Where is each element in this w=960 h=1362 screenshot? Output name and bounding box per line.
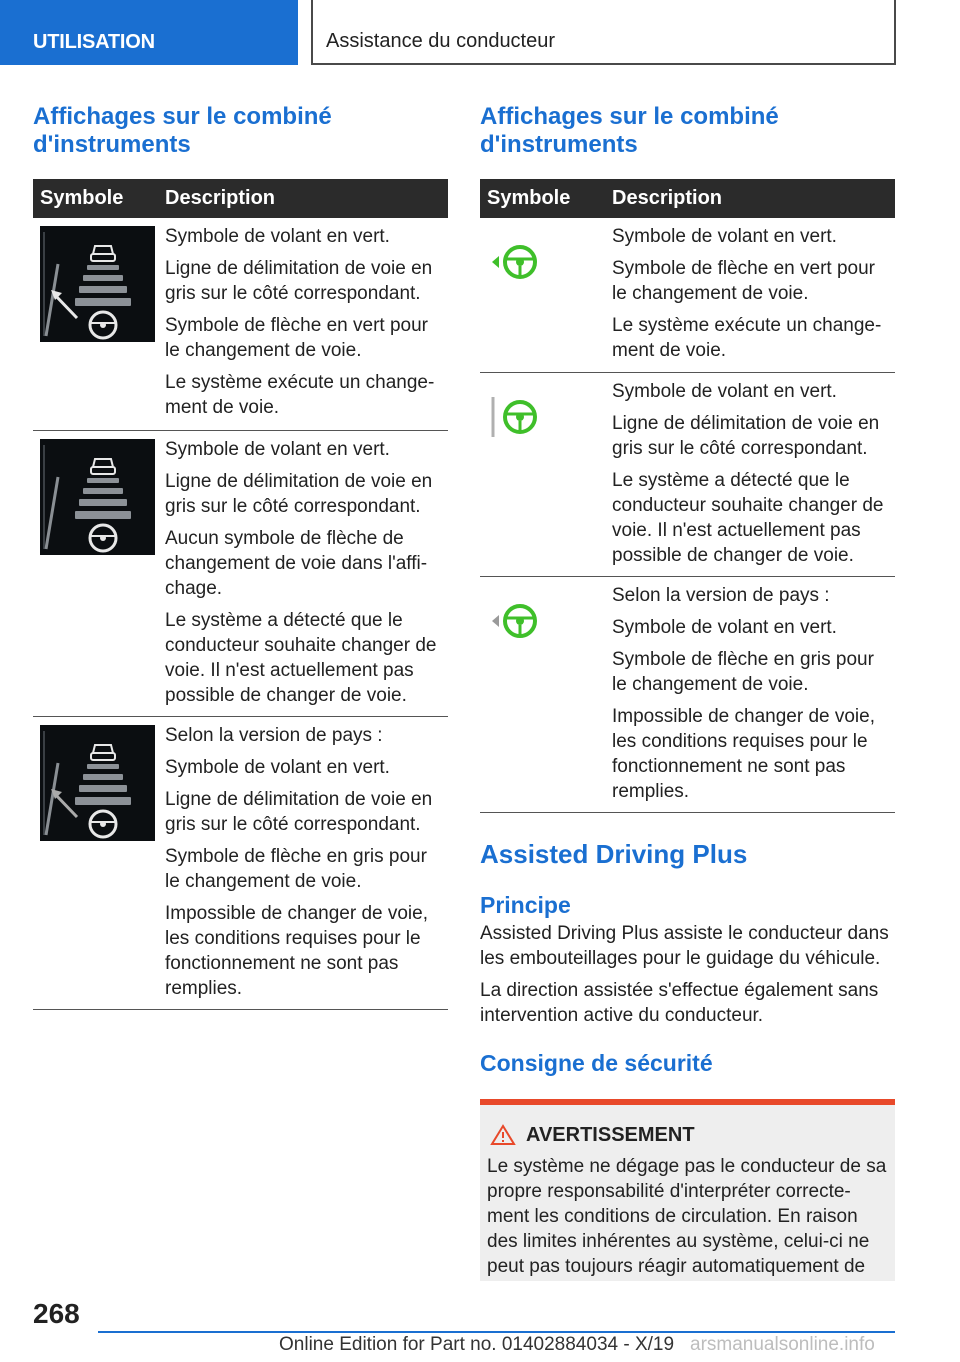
lane-change-arrow-grey-icon: [40, 725, 155, 841]
description-line: Ligne de délimitation de voie en gris sur le côté correspondant.: [165, 470, 433, 517]
table-row: [33, 218, 448, 430]
table-row: [480, 576, 895, 812]
principe-heading: Principe: [480, 891, 571, 918]
description-line: Ligne de délimitation de voie en gris sur le côté correspondant.: [165, 258, 433, 304]
symbol-table: [480, 179, 895, 813]
description-cell: [604, 576, 895, 812]
warning-triangle-icon: [490, 1124, 516, 1146]
symbol-table: [33, 179, 448, 1010]
table-row: [33, 430, 448, 716]
table-row: [33, 716, 448, 1009]
watermark-text: arsmanualsonline.info: [690, 1334, 875, 1355]
left-column: [33, 100, 448, 1010]
right-column: [480, 100, 895, 1281]
description-line: Symbole de volant en vert.: [165, 438, 390, 460]
lane-change-arrow-green-icon: [40, 226, 155, 342]
section-heading: Affichages sur le combiné d'instruments: [480, 103, 779, 158]
description-cell: [604, 218, 895, 372]
consigne-heading: Consigne de sécurité: [480, 1049, 713, 1076]
steering-wheel-lane-line-icon: [487, 387, 547, 447]
description-line: Impossible de changer de voie, les conditions requises pour le fonctionnement ne sont pas remplies.: [165, 902, 428, 999]
description-line: Aucun symbole de flèche de changement de voie dans l'affi-chage.: [165, 527, 428, 599]
page-number: 268: [33, 1298, 80, 1329]
warning-box: [480, 1099, 895, 1281]
steering-wheel-arrow-green-icon: [487, 232, 547, 292]
column-header-description: Description: [157, 179, 448, 218]
description-line: Symbole de flèche en gris pour le changement de voie.: [612, 648, 874, 695]
description-line: Le système exécute un change-ment de voie.: [612, 315, 882, 361]
description-line: Le système a détecté que le conducteur souhaite changer de voie. Il n'est actuellement pas possible de changer de voie.: [612, 469, 884, 566]
description-cell: [157, 716, 448, 1009]
description-line: Symbole de volant en vert.: [612, 616, 837, 638]
chapter-title: Assistance du conducteur: [326, 30, 556, 52]
column-header-symbol: Symbole: [480, 179, 604, 218]
table-row: [480, 218, 895, 372]
description-line: Selon la version de pays :: [165, 724, 383, 746]
description-line: Ligne de délimitation de voie en gris sur le côté correspondant.: [612, 412, 880, 459]
edition-text: Online Edition for Part no. 01402884034 - X/19: [279, 1334, 675, 1355]
description-line: Impossible de changer de voie, les conditions requises pour le fonctionnement ne sont pas remplies.: [612, 705, 875, 802]
column-header-description: Description: [604, 179, 895, 218]
description-line: Symbole de flèche en gris pour le changement de voie.: [165, 845, 427, 892]
description-line: Symbole de volant en vert.: [612, 380, 837, 402]
description-line: Symbole de volant en vert.: [165, 226, 390, 247]
description-line: Symbole de flèche en vert pour le changement de voie.: [165, 315, 428, 361]
section-heading: Affichages sur le combiné d'instruments: [33, 103, 332, 158]
description-line: Symbole de volant en vert.: [165, 756, 390, 778]
section-tab: [0, 0, 298, 65]
description-line: Le système exécute un change-ment de voie.: [165, 372, 435, 418]
warning-text: Le système ne dégage pas le conducteur de sa propre responsabilité d'interpréter correcte-ment les conditions de circulation. En raison des limites inhérentes au système, celui-ci ne peut pas toujours réagir automatiquement de: [487, 1155, 887, 1277]
symbol-cell: [480, 576, 604, 812]
section-title: UTILISATION: [33, 31, 155, 53]
description-line: Selon la version de pays :: [612, 584, 830, 606]
description-line: Symbole de flèche en vert pour le changement de voie.: [612, 258, 875, 304]
column-header-symbol: Symbole: [33, 179, 157, 218]
description-cell: [157, 218, 448, 430]
description-line: Le système a détecté que le conducteur souhaite changer de voie. Il n'est actuellement pas possible de changer de voie.: [165, 609, 437, 706]
warning-title: AVERTISSEMENT: [526, 1123, 695, 1146]
table-row: [480, 372, 895, 576]
description-line: Ligne de délimitation de voie en gris sur le côté correspondant.: [165, 788, 433, 835]
warning-header: [487, 1124, 888, 1147]
symbol-cell: [480, 218, 604, 372]
description-line: Symbole de volant en vert.: [612, 226, 837, 247]
footer-divider: [98, 1331, 895, 1333]
chapter-tab: [311, 0, 896, 65]
table-header-row: [480, 179, 895, 218]
symbol-cell: [33, 218, 157, 430]
table-header-row: [33, 179, 448, 218]
assisted-driving-heading: Assisted Driving Plus: [480, 838, 748, 869]
symbol-cell: [480, 372, 604, 576]
description-cell: [604, 372, 895, 576]
principe-paragraph: La direction assistée s'effectue également sans intervention active du conducteur.: [480, 979, 879, 1026]
symbol-cell: [33, 716, 157, 1009]
description-cell: [157, 430, 448, 716]
lane-change-no-arrow-icon: [40, 439, 155, 555]
symbol-cell: [33, 430, 157, 716]
steering-wheel-arrow-grey-icon: [487, 591, 547, 651]
principe-paragraph: Assisted Driving Plus assiste le conducteur dans les embouteillages pour le guidage du véhicule.: [480, 922, 889, 969]
